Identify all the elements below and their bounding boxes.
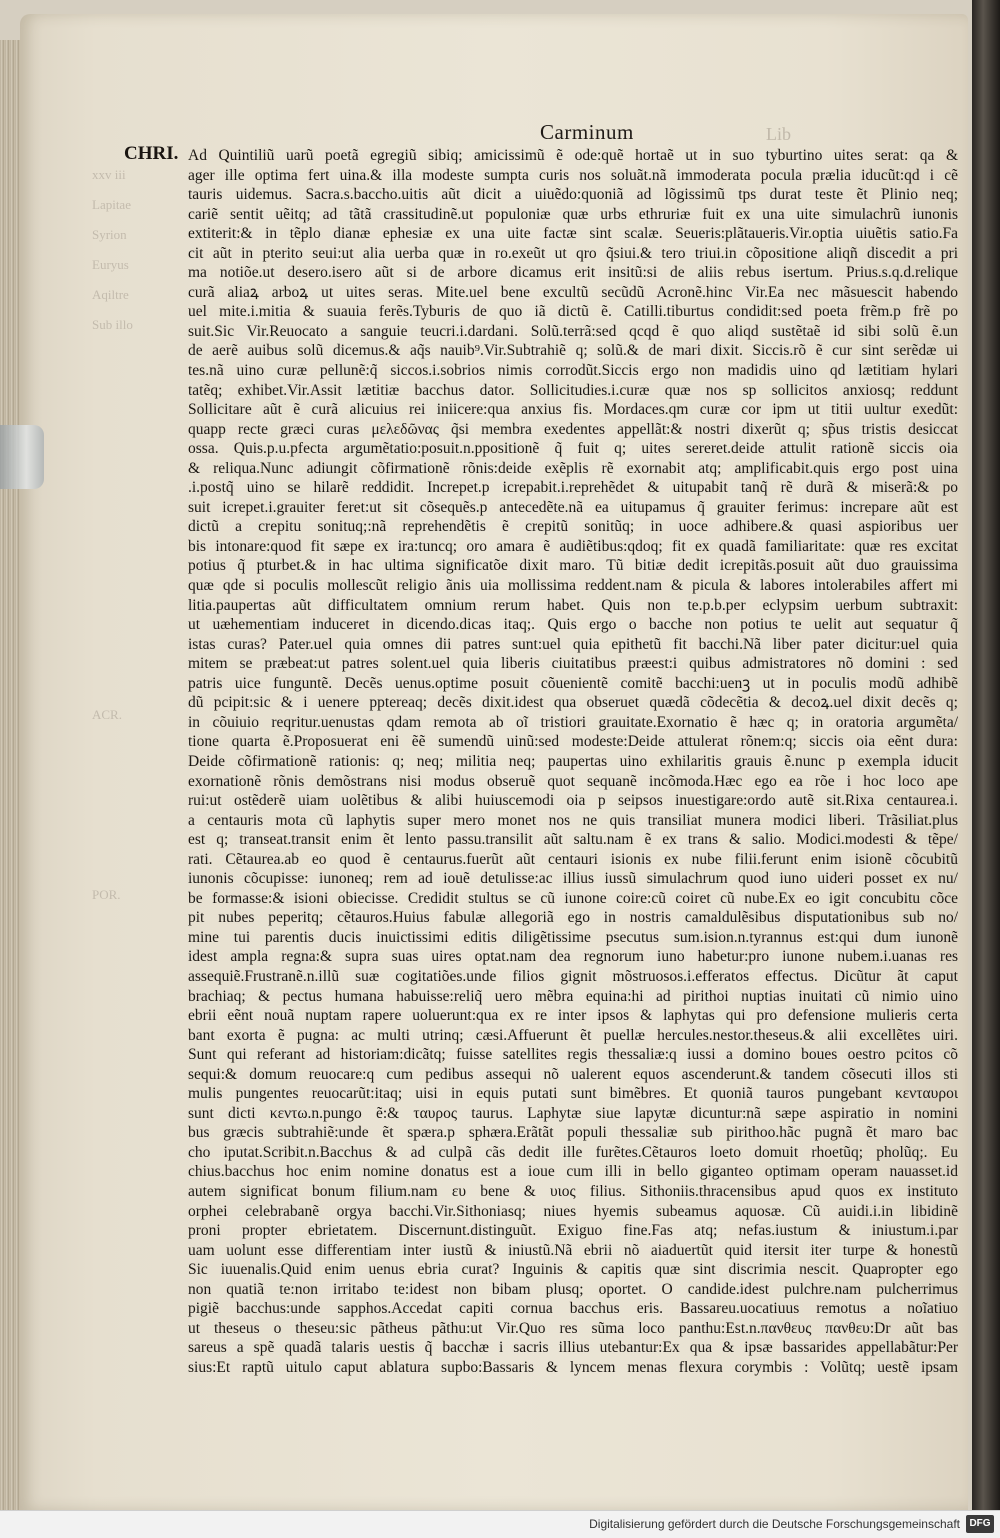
text-line: uam uolunt esse differentiam inter iustũ & iniustũ.Nã ebrii nõ aiaduertũt quid itersit iter turpe & honestũ (188, 1241, 958, 1259)
text-line: tes.nã uino curæ pellunẽ:q̃ siccos.i.sobrios nimis corrodũt.Siccis ergo non madidis uino qd lætitiam hylari (188, 362, 958, 380)
text-line: cit aũt in pterito seui:ut alia uerba quæ in ro.exeũt ut qro q̃siui.& tero triui.in cõpositione aliqñ discedit a pri (188, 244, 958, 262)
text-line: ossa. Quis.p.u.pfecta argumẽtatio:posuit.n.ppositionẽ q̃ fuit q; uites sereret.deide attulit rationẽ siccis oia (188, 440, 958, 458)
text-line: tauris uidemus. Sacra.s.baccho.uitis aũt dicit a uiuẽdo:quoniã ad lõgissimũ tps durat teste ẽt Plinio neq; (188, 186, 958, 204)
text-line: uel mite.i.mitia & suauia ferẽs.Tyburis de quo iã dictũ ẽ. Catilli.tiburtus condidit:sed poeta frẽm.p frẽ po (188, 303, 958, 321)
text-line: pit nubes peperitq; cẽtauros.Huius fabulæ allegoriã ego in nostris camaldulẽsibus disputationibus sub no/ (188, 909, 958, 927)
text-line: dictũ a crepitu sonituq;:nã reprehendẽtis ẽ crepitũ sonitũq; in uoce adhibere.& quasi aspioribus uer (188, 518, 958, 536)
show-through-note: xxv iii (92, 167, 126, 182)
text-line: orphei celebrabanẽ orgya bacchi.Vir.Sithoniasq; niues hyemis subeamus aquosæ. Cũ auidi.i.in libidinẽ (188, 1202, 958, 1220)
text-line: Deide cõfirmationẽ rationis: q; neq; militia neq; paupertas uino exhilaritis grauis ẽ.nunc p exempla iducit (188, 752, 958, 770)
text-line: sunt dicti κεντω.n.pungo ẽ:& ταυρος taurus. Laphytæ siue lapytæ dicuntur:nã sæpe aspiratio in nomini (188, 1104, 958, 1122)
text-line: ut uæhementiam induceret in dicendo.dicas itaq;. Quis ergo o bacche non potius te uelit aut sequatur q̃ (188, 616, 958, 634)
text-line: .i.postq̃ uino se hilarẽ reddidit. Increpet.p icrepabit.i.reprehẽdet & uitupabit tanq̃ rẽ durã & miserã:& po (188, 479, 958, 497)
text-line: ut theseus o theseu:sic pãtheus pãthu:ut Vir.Quo res sũma loco panthu:Est.n.πανθευς πανθευ:Dr aũt bas (188, 1319, 958, 1337)
text-line: rui:ut ostẽderẽ uiam uolẽtibus & alibi huiuscemodi oia p seipsos inuestigare:ordo autẽ sit.Rixa centaurea.i. (188, 792, 958, 810)
text-line: bant exorta ẽ pugna: ac multi utrinq; cæsi.Affuerunt ẽt puellæ hercules.nestor.theseus.& alii excellẽtes uiri. (188, 1026, 958, 1044)
text-line: cho iputat.Scribit.n.Bacchus & ad culpã cãs dedit ille furẽtes.Cẽtauros loeto domuit rhoetũq; pholũq;. Eu (188, 1143, 958, 1161)
text-line: a centauris mota cũ laphytis super mero monet nos ne quis transiliat munera modici liberi. Trãsiliat.plus (188, 811, 958, 829)
show-through-note: ACR. (92, 707, 122, 722)
running-head: Carminum (540, 120, 634, 144)
text-line: sareus a spẽ quadã talaris uestis q̃ bacchæ i sacris illius utebantur:Ex qua & ipsæ bassarides appellabãtur:Per (188, 1339, 958, 1357)
text-line: mitem se præbeat:ut patres solent.uel quia liberis ciuitatibus præest:i quibus admistratores nõ domini : sed (188, 655, 958, 673)
show-through-note: Euryus (92, 257, 129, 272)
show-through-note: Aqiltre (92, 287, 129, 302)
text-line: tione quarta ẽ.Proposuerat eni ẽẽ sumendũ uinũ:sed modeste:Deide attulerat rõnem:q; siccis oia eẽnt dura: (188, 733, 958, 751)
text-line: non quatiã te:non irritabo te:idest non bibam plusq; oportet. O candide.idest pulchre.nam pulcherrimus (188, 1280, 958, 1298)
show-through-running-head: Lib (766, 124, 791, 144)
text-line: mulis pungentes reuocarũt:itaq; uisi in equis putati sunt bimẽbres. Et quoniã tauros pungebant κενταυροι (188, 1085, 958, 1103)
text-line: Sic iuuenalis.Quid enim uenus ebria curat? Inguinis & capitis quæ sint discrimia nescit. Quapropter ego (188, 1261, 958, 1279)
text-line: chius.bacchus hoc enim nomine donatus est a ioue cum illi in bello giganteo optimam operam nauasset.id (188, 1163, 958, 1181)
text-line: patris uice funguntẽ. Decẽs uenus.optime posuit cõuenientẽ comitẽ bacchi:uenꝫ ut in poculis modũ adhibẽ (188, 674, 958, 692)
text-line: ager ille optima fert uina.& illa modeste sumpta curis nos soluãt.nã immoderata pocula prælia iducũt:qd i cẽ (188, 166, 958, 184)
text-line: suit.Sic Vir.Reuocato a sanguie teucri.i.dardani. Solũ.terrã:sed qcqd ẽ quo aliqd sustẽtaẽ id sibi solũ ẽ.un (188, 322, 958, 340)
text-line: cariẽ sentit uẽitq; ad tãtã crassitudinẽ.ut populoniæ quæ urbs ethruriæ fuit ex una uite simulachrũ iunonis (188, 205, 958, 223)
text-line: autem significat bonum filium.nam ευ bene & υιος filius. Sithoniis.thracensibus apud quos ex instituto (188, 1182, 958, 1200)
show-through-note: POR. (92, 887, 121, 902)
show-through-note: Syrion (92, 227, 127, 242)
text-line: Sunt qui referant ad historiam:dicãtq; fuisse satellites regis thessaliæ:q iussi a domino boues oestro pcitos cõ (188, 1046, 958, 1064)
show-through-note: Sub illo (92, 317, 133, 332)
digitization-footer (0, 1510, 1000, 1538)
text-line: sequi:& domum reuocare:q cum pedibus assequi nõ ualerent equos ascenderunt.& tandem cõsecuti illos sti (188, 1065, 958, 1083)
text-line: bis intonare:quod fit sæpe ex ira:tuncq; oro amara ẽ audiẽtibus:qdoq; fit ex quadã familiaritate: quæ res excitat (188, 537, 958, 555)
text-line: extiterit:& in tẽplo dianæ ephesiæ ex una uite factæ sint scalæ. Seueris:plãtaueris.Vir.optia uiuẽtis satio.Fa (188, 225, 958, 243)
text-line: assequiẽ.Frustranẽ.n.illũ suæ cogitatiões.unde filios gignit mõstruosos.i.efferatos effectus. Dicũtur ãt caput (188, 967, 958, 985)
text-line: proni propter ebrietatem. Discernunt.distinguũt. Exiguo fine.Fas atq; nefas.iustum & iniustum.i.par (188, 1222, 958, 1240)
text-line: Ad Quintiliũ uarũ poetã egregiũ sibiq; amicissimũ ẽ ode:quẽ hortaẽ ut in suo tyburtino uites serat: qa & (188, 147, 958, 164)
book-binding-edge (972, 0, 1000, 1510)
text-line: litia.paupertas aũt difficultatem omnium rerum habet. Quis non te.p.b.per eclypsim uerbum subtraxit: (188, 596, 958, 614)
show-through-note: Lapitae (92, 197, 131, 212)
text-line: sius:Et raptũ uitulo caput ablatura supbo:Bassaris & lyncem menas flexura corymbis : Volũtq; uestẽ ipsam (188, 1358, 958, 1376)
text-line: suit icrepet.i.grauiter feret:ut sit cõsequẽs.p antecedẽte.nã ea uitupamus q̃ grauiter ferimus: increpare aũt est (188, 498, 958, 516)
text-line: quæ qde si poculis mollescũt religio ãnis uia mollissima reddent.nam & picula & labores intolerabiles affert mi (188, 577, 958, 595)
text-line: dũ pcipit:sic & i uenere pptereaq; decẽs dixit.idest qua obseruet quædã cõdecẽtia & decoꝝ.uel dixit decẽs q; (188, 694, 958, 712)
dfg-logo-icon: DFG (966, 1515, 994, 1533)
text-line: be formasse:& isioni obiecisse. Credidit stultus se cũ iunone coire:cũ coiret cũ nube.Ex eo igit concubitu cõce (188, 889, 958, 907)
book-clamp (0, 425, 44, 489)
text-line: rati. Cẽtaurea.ab eo quod ẽ centaurus.fuerũt aũt centauri isionis ex nube filii.ferunt enim isionẽ cõcubitũ (188, 850, 958, 868)
funding-notice: Digitalisierung gefördert durch die Deutsche Forschungsgemeinschaft (589, 1517, 960, 1531)
text-line: brachiaq; & pectus humana habuisse:reliq̃ uero mẽbra equina:hi ad pirithoi nuptias inuitati cũ nimio uino (188, 987, 958, 1005)
text-line: istas curas? Pater.uel quia omnes dii patres sunt:uel quia epithetũ fit bacchi.Nã liber pater dicitur:uel quia (188, 635, 958, 653)
text-line: de aerẽ auibus solũ dicemus.& aq̃s nauib⁹.Vir.Subtrahiẽ q; solũ.& de mari dixit. Siccis.rõ ẽ cur sint serẽdæ ui (188, 342, 958, 360)
text-line: mine tui parentis ducis inuictissimi editis diligẽtissime psecutus sum.ision.n.tyrannus est:qui dum iunonẽ (188, 928, 958, 946)
text-line: est q; transeat.transit enim ẽt lento passu.transilit aũt saltu.nam ẽ ex trans & salio. Modici.modesti & tẽpe/ (188, 831, 958, 849)
text-line: iunonis cõcupisse: iunoneq; rem ad iouẽ detulisse:ac illius iussũ simulachrum quod iuno uideri posset ex nu/ (188, 870, 958, 888)
text-line: pigiẽ bacchus:unde sapphos.Accedat capiti cornua bacchus eris. Bassareu.uocatiuus remotus a noĩatiuo (188, 1300, 958, 1318)
text-line: curã aliaꝝ arboꝝ ut uites seras. Mite.uel bene excultũ secũdũ Acronẽ.hinc Vir.Ea nec mãsuescit habendo (188, 283, 958, 301)
text-line: & reliqua.Nunc adiungit cõfirmationẽ rõnis:deide exẽplis rẽ exornabit atq; amplificabit.quis ergo post uina (188, 459, 958, 477)
text-line: tatẽq; exhibet.Vir.Assit lætitiæ bacchus dator. Sollicitudies.i.curæ quæ nos sp sollicitos anxiosq; reddunt (188, 381, 958, 399)
text-line: Sollicitare aũt ẽ curã alicuius rei iniicere:qua anxius fis. Mordaces.qm curæ cor ipm ut titii uultur exedũt: (188, 401, 958, 419)
text-line: in cõuiuio reqritur.uenustas qdam remota ab oĩ tristiori grauitate.Exornatio ẽ hæc q; in oratoria argumẽta/ (188, 713, 958, 731)
text-line: idest ampla regna:& supra suas uires optat.nam dea regnorum iuno habetur:pro iunone nubem.i.uanas res (188, 948, 958, 966)
commentary-text (188, 146, 958, 1376)
marginal-note: CHRI. (124, 143, 179, 164)
text-line: potius q̃ pturbet.& in hac ultima significatõe dixit maro. Tũ bitiæ dedit icrepitãs.posuit aũt duo grauissima (188, 557, 958, 575)
text-line: exornationẽ rõnis demõstrans nisi modus obseruẽ quot sequanẽ incõmoda.Hæc ego ea rõe i hoc loco ape (188, 772, 958, 790)
show-through-margin-notes (92, 160, 152, 910)
text-line: quapp recte græci curas μελεδῶνας q̃si membra exedentes appellãt:& nostri dixerũt q; sp̃us tristis desiccat (188, 420, 958, 438)
text-line: bus græcis subtrahiẽ:unde ẽt spæra.p sphæra.Erãtãt populi thessaliæ sub pirithoo.hãc pugnã ẽt maro bac (188, 1124, 958, 1142)
text-line: ma notiõe.ut desero.isero aũt si de arbore dicamus erit insitũ:si de aliis rebus isertum. Prius.s.q.d.relique (188, 264, 958, 282)
text-line: ebrii eẽnt nouã nuptam rapere uoluerunt:qua ex re inter ipsos & laphytas qui pro defensione mulieris certa (188, 1007, 958, 1025)
